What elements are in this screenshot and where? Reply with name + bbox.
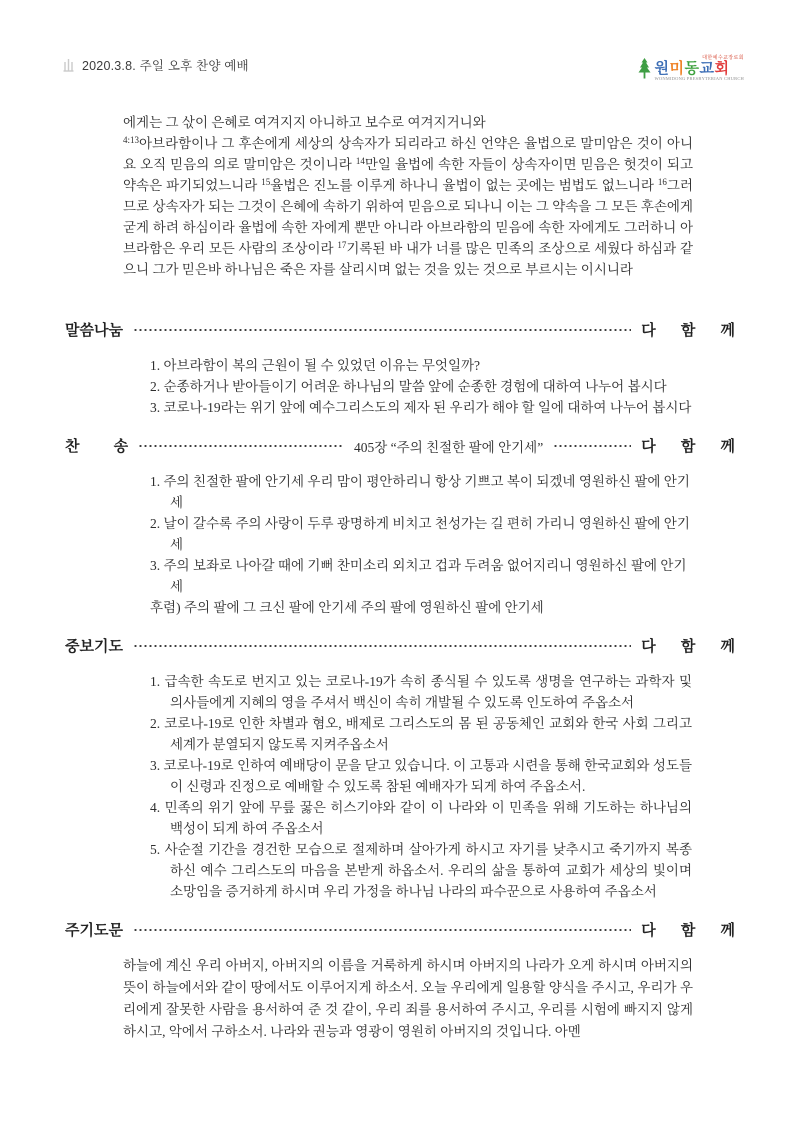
- scripture-paragraph: [123, 133, 693, 280]
- list-item: 3. 코로나-19라는 위기 앞에 예수그리스도의 제자 된 우리가 해야 할 일에 대하여 나누어 봅시다: [150, 400, 692, 415]
- church-name: [654, 61, 744, 77]
- verse-number: 4:13: [123, 135, 140, 145]
- dotted-leader: [133, 639, 631, 653]
- hymn-verse-list: [150, 471, 692, 618]
- church-name-char: 동: [684, 60, 700, 78]
- scripture-line: 에게는 그 삯이 은혜로 여겨지지 아니하고 보수로 여겨지거니와: [123, 115, 486, 130]
- hymn-verse: 1. 주의 친절한 팔에 안기세 우리 맘이 평안하리니 항상 기쁘고 복이 되겠네 영원하신 팔에 안기세: [150, 474, 690, 510]
- verse-text: 아브라함이나 그 후손에게 세상의 상속자가 되리라고 하신 언약은 율법으로 말미암은 것이 아니요 오직 믿음의 의로 말미암은 것이니라: [123, 136, 693, 172]
- hymn-title: 405장 “주의 친절한 팔에 안기세”: [354, 439, 544, 455]
- verse-number: 14: [355, 156, 365, 166]
- verse-text: 율법은 진노를 이루게 하나니 율법이 없는 곳에는 범법도 없느니라: [270, 178, 658, 193]
- list-item: 1. 급속한 속도로 번지고 있는 코로나-19가 속히 종식될 수 있도록 생명을 연구하는 과학자 및 의사들에게 지혜의 영을 주셔서 백신이 속히 개발될 수 있도록 인도하여 주옵소서: [150, 674, 692, 710]
- church-name-char: 원: [654, 60, 670, 78]
- sharing-question-list: [150, 355, 692, 418]
- list-item: 5. 사순절 기간을 경건한 모습으로 절제하며 살아가게 하시고 자기를 낮추시고 죽기까지 복종하신 예수 그리스도의 마음을 본받게 하옵소서. 우리의 삶을 통하여 교회가 세상의 빛이며 소망임을 증거하게 하시며 우리 가정을 하나님 나라의 파수꾼으로 사용하여 주옵소서: [150, 842, 692, 899]
- denomination-label: 대한예수교장로회: [702, 56, 744, 61]
- section-title: 중보기도: [65, 638, 123, 655]
- list-item: 2. 코로나-19로 인한 차별과 혐오, 배제로 그리스도의 몸 된 공동체인 교회와 한국 사회 그리고 세계가 분열되지 않도록 지켜주옵소서: [150, 716, 692, 752]
- hymn-refrain: 후렴) 주의 팔에 그 크신 팔에 안기세 주의 팔에 영원하신 팔에 안기세: [150, 600, 544, 615]
- section-header-lords-prayer: [65, 919, 735, 940]
- church-name-english: WONMIDONG PRESBYTERIAN CHURCH: [654, 76, 744, 81]
- verse-text: 만일 율법에 속한 자들이 상속자이면 믿음은 헛것이 되고 약속은 파기되었느니라: [123, 157, 693, 193]
- attendee-label: 다 함 께: [641, 638, 735, 655]
- hymn-verse: 3. 주의 보좌로 나아갈 때에 기뻐 찬미소리 외치고 겁과 두려움 없어지리니 영원하신 팔에 안기세: [150, 558, 687, 594]
- church-logo-text: [654, 56, 744, 82]
- section-header-hymn: [65, 435, 735, 456]
- service-title: 2020.3.8. 주일 오후 찬양 예배: [82, 59, 249, 73]
- verse-text: 그러므로 상속자가 되는 그것이 은혜에 속하기 위하여 믿음으로 되나니 이는 그 약속을 그 모든 후손에게 굳게 하려 하심이라 율법에 속한 자에게 뿐만 아니라 아브라함의 믿음에 속한 자에게도 그러하니 아브라함은 우리 모든 사람의 조상이라: [123, 178, 693, 256]
- church-logo-tree-icon: [638, 58, 651, 79]
- section-title: 말씀나눔: [65, 322, 123, 339]
- dotted-leader: [138, 439, 344, 453]
- dotted-leader: [553, 439, 631, 453]
- list-item: 3. 코로나-19로 인하여 예배당이 문을 닫고 있습니다. 이 고통과 시련을 통해 한국교회와 성도들이 신령과 진정으로 예배할 수 있도록 참된 예배자가 되게 하여 주옵소서.: [150, 758, 692, 794]
- intercession-prayer-list: [150, 671, 692, 902]
- lords-prayer-text: 하늘에 계신 우리 아버지, 아버지의 이름을 거룩하게 하시며 아버지의 나라가 오게 하시며 아버지의 뜻이 하늘에서와 같이 땅에서도 이루어지게 하소서. 오늘 우리에게 일용할 양식을 주시고, 우리가 우리에게 잘못한 사람을 용서하여 준 것 같이, 우리 죄를 용서하여 주시고, 우리를 시험에 빠지지 않게 하시고, 악에서 구하소서. 나라와 권능과 영광이 영원히 아버지의 것입니다. 아멘: [123, 958, 693, 1039]
- verse-number: 15: [261, 177, 271, 187]
- dotted-leader: [133, 323, 631, 337]
- attendee-label: 다 함 께: [641, 322, 735, 339]
- church-name-char: 미: [669, 60, 685, 78]
- hymn-verse: 2. 날이 갈수록 주의 사랑이 두루 광명하게 비치고 천성가는 길 편히 가리니 영원하신 팔에 안기세: [150, 516, 690, 552]
- section-header-sharing: [65, 319, 735, 340]
- list-item: 1. 아브라함이 복의 근원이 될 수 있었던 이유는 무엇일까?: [150, 358, 481, 373]
- list-item: 4. 민족의 위기 앞에 무릎 꿇은 히스기야와 같이 이 나라와 이 민족을 위해 기도하는 하나님의 백성이 되게 하여 주옵소서: [150, 800, 692, 836]
- bulletin-content: [65, 112, 735, 1043]
- page-header: [62, 56, 744, 82]
- attendee-label: 다 함 께: [641, 438, 735, 455]
- section-title: 찬 송: [65, 438, 129, 455]
- attendee-label: 다 함 께: [641, 922, 735, 939]
- verse-number: 16: [657, 177, 667, 187]
- scripture-passage: [123, 112, 693, 280]
- church-name-char: 교: [699, 60, 715, 78]
- verse-text: 기록된 바 내가 너를 많은 민족의 조상으로 세웠다 하심과 같으니 그가 믿은바 하나님은 죽은 자를 살리시며 없는 것을 있는 것으로 부르시는 이시니라: [123, 241, 693, 277]
- church-logo: [638, 56, 744, 82]
- dotted-leader: [133, 923, 631, 937]
- service-title-block: [62, 56, 249, 74]
- church-name-char: 회: [714, 60, 730, 78]
- list-item: 2. 순종하거나 받아들이기 어려운 하나님의 말씀 앞에 순종한 경험에 대하여 나누어 봅시다: [150, 379, 667, 394]
- bulletin-marker-icon: [62, 58, 75, 73]
- section-header-intercession: [65, 635, 735, 656]
- verse-number: 17: [337, 240, 347, 250]
- section-title: 주기도문: [65, 922, 123, 939]
